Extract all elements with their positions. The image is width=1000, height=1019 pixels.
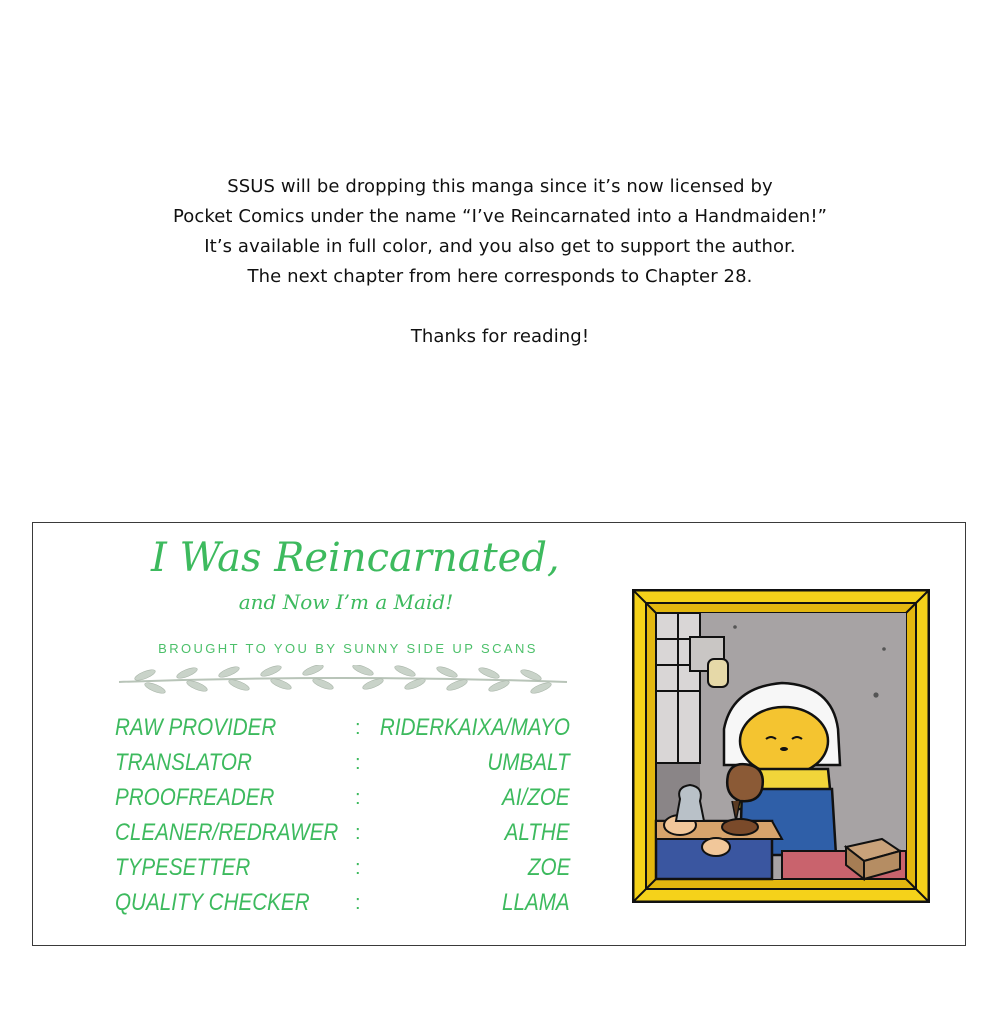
credit-name: LLAMA	[502, 889, 570, 916]
credit-separator: :	[355, 752, 361, 774]
credit-separator: :	[355, 822, 361, 844]
series-subtitle: and Now I’m a Maid!	[238, 590, 454, 614]
credit-role: CLEANER/REDRAWER	[115, 819, 339, 846]
credit-separator: :	[355, 892, 361, 914]
credit-row-typesetter	[115, 852, 570, 884]
credit-row-proofreader	[115, 782, 570, 814]
credit-row-translator	[115, 747, 570, 779]
notice-line: The next chapter from here corresponds to Chapter 28.	[247, 266, 753, 287]
credit-separator: :	[355, 717, 361, 739]
notice-line: It’s available in full color, and you also get to support the author.	[204, 236, 796, 257]
credit-name: RIDERKAIXA/MAYO	[379, 714, 570, 741]
credit-row-cleaner-redrawer	[115, 817, 570, 849]
credits-card	[32, 522, 966, 946]
credit-role: QUALITY CHECKER	[115, 889, 310, 916]
credit-name: UMBALT	[487, 749, 570, 776]
notice-spacer	[0, 292, 1000, 322]
credit-separator: :	[355, 787, 361, 809]
thanks-line: Thanks for reading!	[410, 326, 590, 347]
laurel-divider-icon	[115, 665, 571, 695]
series-title: I Was Reincarnated,	[151, 535, 560, 581]
group-credit: BROUGHT TO YOU BY SUNNY SIDE UP SCANS	[158, 641, 538, 656]
credit-role: PROOFREADER	[115, 784, 275, 811]
credit-row-raw-provider	[115, 712, 570, 744]
credit-name: AI/ZOE	[502, 784, 570, 811]
notice-line: SSUS will be dropping this manga since it’s now licensed by	[227, 176, 773, 197]
credit-row-quality-checker	[115, 887, 570, 919]
credit-name: ALTHE	[505, 819, 570, 846]
gudetama-maid-portrait-icon	[632, 589, 930, 903]
credit-role: RAW PROVIDER	[115, 714, 277, 741]
credit-role: TYPESETTER	[115, 854, 251, 881]
notice-line: Pocket Comics under the name “I’ve Reincarnated into a Handmaiden!”	[172, 206, 828, 227]
credit-role: TRANSLATOR	[115, 749, 252, 776]
credit-separator: :	[355, 857, 361, 879]
drop-notice	[0, 172, 1000, 352]
credit-name: ZOE	[527, 854, 570, 881]
